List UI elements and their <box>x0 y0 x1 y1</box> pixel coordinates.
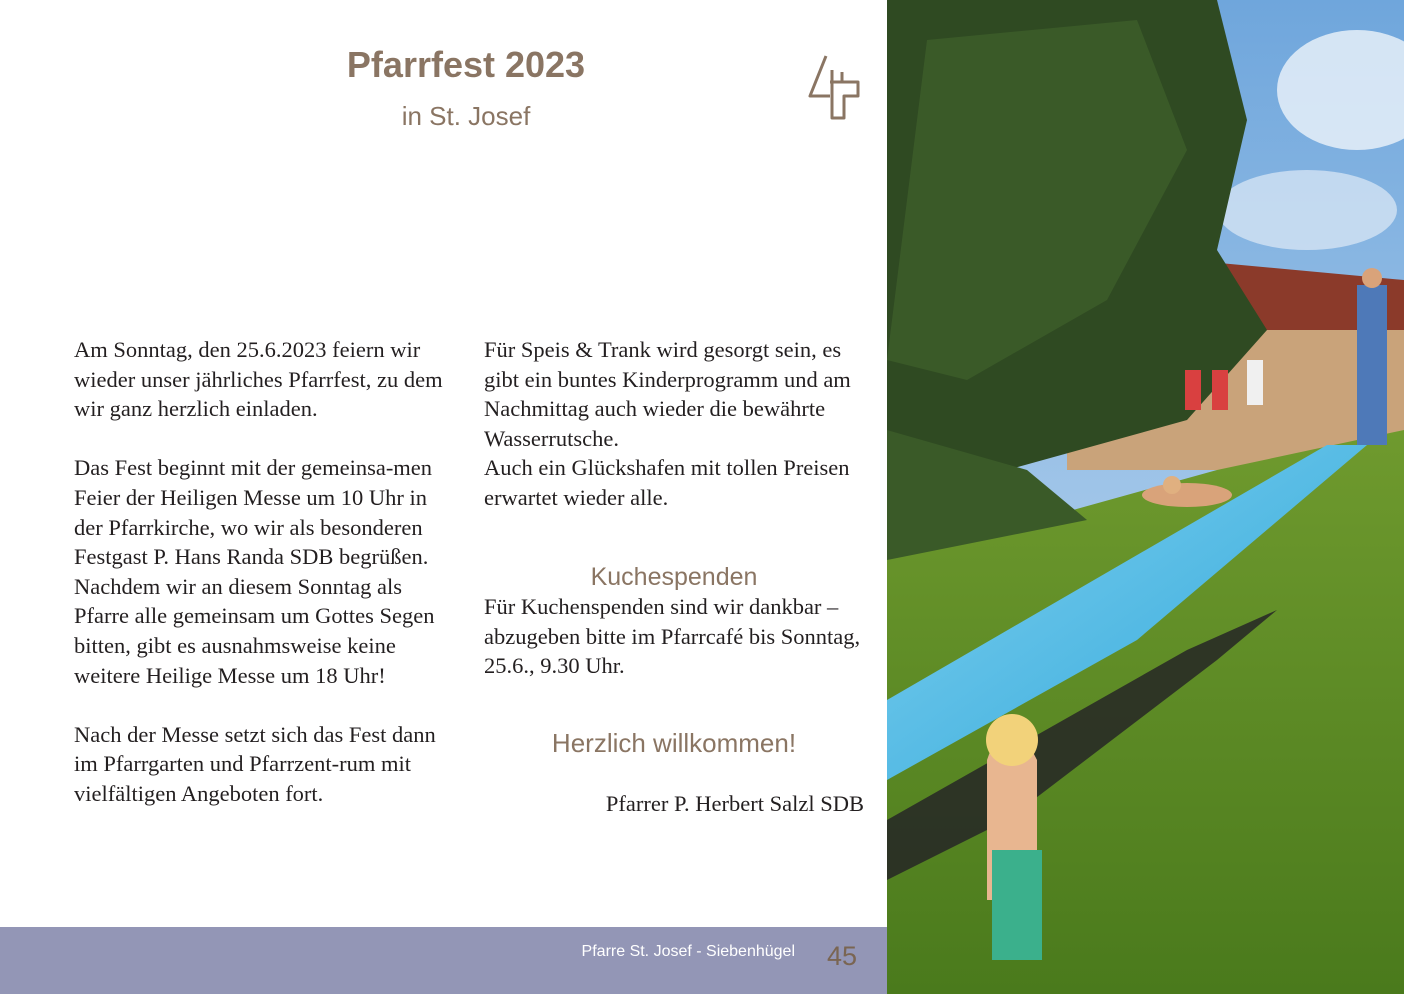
page-number: 45 <box>826 941 857 971</box>
page-subtitle: in St. Josef <box>401 101 531 131</box>
paragraph-mass: Das Fest beginnt mit der gemeinsa-men Feier der Heiligen Messe um 10 Uhr in der Pfarrkirche, wo wir als besonderen Festgast P. Hans Randa SDB begrüßen. <box>74 455 433 570</box>
footer-parish-name: Pfarre St. Josef - Siebenhügel <box>581 943 795 960</box>
paragraph-no-evening-mass: Nachdem wir an diesem Sonntag als Pfarre alle gemeinsam um Gottes Segen bitten, gibt es ausnahmsweise keine weitere Heilige Messe um 18 Uhr! <box>74 573 435 688</box>
left-column <box>74 335 459 809</box>
photo-water-slide-icon <box>887 0 1404 994</box>
right-column <box>484 335 864 818</box>
paragraph-raffle: Auch ein Glückshafen mit tollen Preisen erwartet wieder alle. <box>484 455 850 510</box>
paragraph-intro: Am Sonntag, den 25.6.2023 feiern wir wieder unser jährliches Pfarrfest, zu dem wir ganz herzlich einladen. <box>74 337 443 422</box>
welcome-heading: Herzlich willkommen! <box>551 727 797 758</box>
paragraph-food: Für Speis & Trank wird gesorgt sein, es gibt ein buntes Kinderprogramm und am Nachmittag auch wieder die bewährte Wasserrutsche. <box>484 337 851 451</box>
paragraph-after-mass: Nach der Messe setzt sich das Fest dann im Pfarrgarten und Pfarrzent-rum mit vielfältigen Angeboten fort. <box>74 721 436 806</box>
signature: Pfarrer P. Herbert Salzl SDB <box>605 790 864 816</box>
parish-logo-icon <box>808 52 862 122</box>
water-slide-photo <box>887 0 1404 994</box>
paragraph-kuchen: Für Kuchenspenden sind wir dankbar – abzugeben bitte im Pfarrcafé bis Sonntag, 25.6., 9.30 Uhr. <box>484 594 861 679</box>
kuchen-heading: Kuchespenden <box>590 562 758 591</box>
footer-bar <box>0 927 887 994</box>
page-title: Pfarrfest 2023 <box>346 44 586 85</box>
